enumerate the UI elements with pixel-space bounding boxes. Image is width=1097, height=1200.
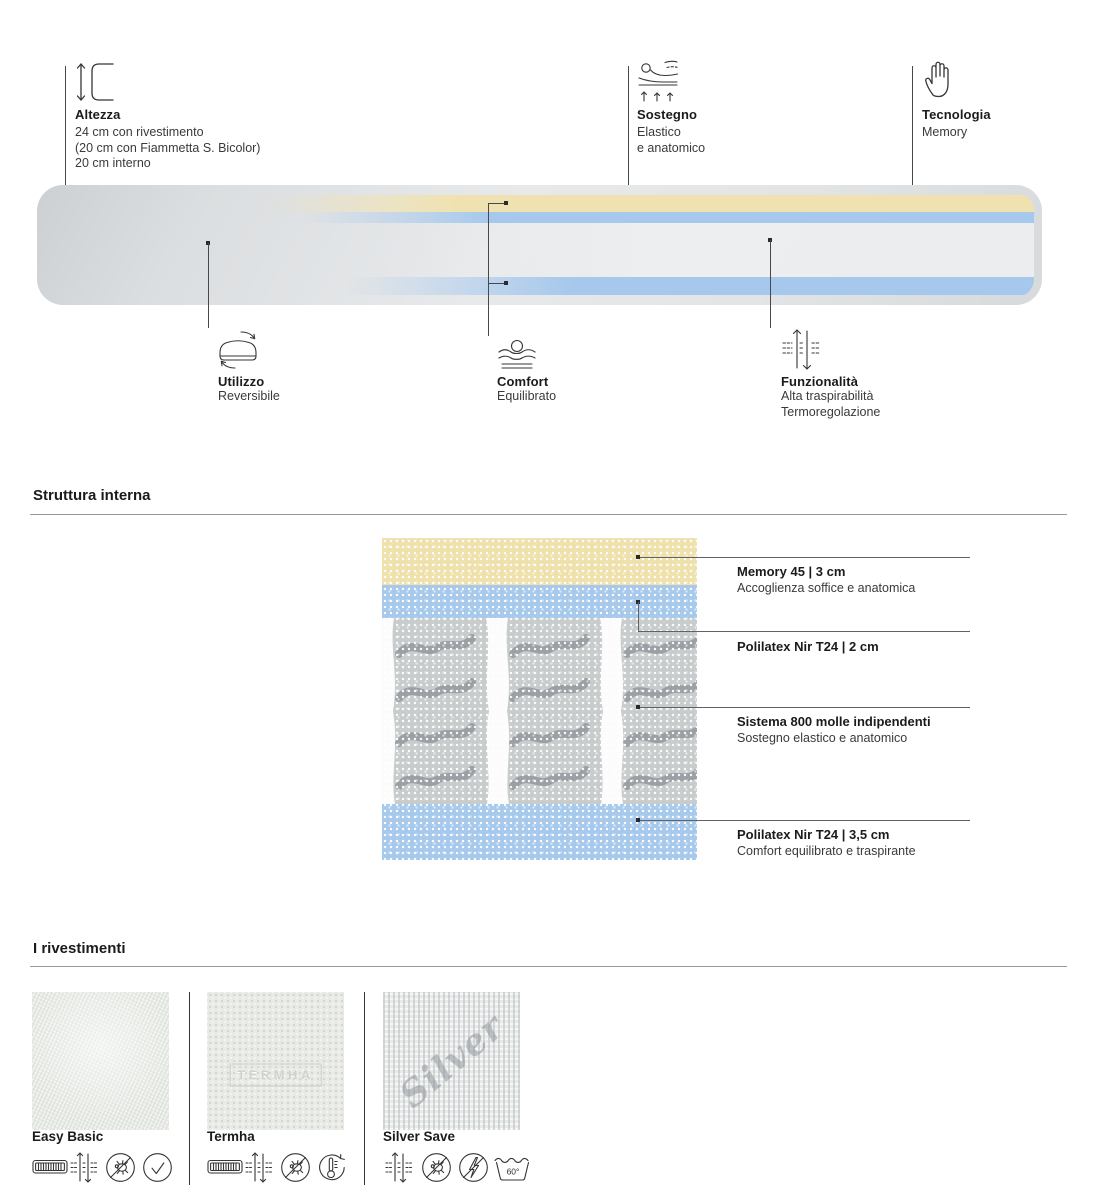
diagram-memory-layer xyxy=(382,538,697,585)
diagram-latex-bottom-layer xyxy=(382,804,697,860)
zipper-icon xyxy=(207,1158,243,1176)
wash-temp-label: 60° xyxy=(506,1166,520,1177)
layer2-leader-elbow xyxy=(638,602,639,632)
wash-60-icon xyxy=(492,1153,534,1183)
zipper-icon xyxy=(32,1158,68,1176)
termha-swatch xyxy=(207,992,344,1130)
latex-bottom-stripe xyxy=(345,277,1034,295)
breathability-icon xyxy=(69,1150,99,1184)
funzionalita-callout-line xyxy=(770,240,771,328)
tecnologia-callout-line xyxy=(912,66,913,202)
layer4-desc: Comfort equilibrato e traspirante xyxy=(737,844,916,858)
thermoregulation-icon xyxy=(316,1152,348,1184)
sostegno-title: Sostegno xyxy=(637,107,698,122)
layer3-name: Sistema 800 molle indipendenti xyxy=(737,714,931,729)
check-icon xyxy=(142,1152,173,1183)
latex-top-stripe xyxy=(303,212,1034,223)
cover-divider-1 xyxy=(189,992,190,1185)
layer1-desc: Accoglienza soffice e anatomica xyxy=(737,581,916,595)
mattress-layers xyxy=(45,193,1034,297)
easy-basic-swatch xyxy=(32,992,169,1130)
anti-static-icon xyxy=(458,1152,489,1183)
layer3-desc: Sostegno elastico e anatomico xyxy=(737,731,908,745)
struttura-divider xyxy=(30,514,1067,515)
body-support-icon xyxy=(637,58,679,104)
diagram-springs-layer xyxy=(382,618,697,804)
comfort-callout-dot-top xyxy=(504,201,508,205)
sostegno-text: Elastico e anatomico xyxy=(637,125,706,155)
termha-name: Termha xyxy=(207,1129,255,1144)
breathability-icon xyxy=(244,1150,274,1184)
silver-save-name: Silver Save xyxy=(383,1129,456,1144)
cover-divider-2 xyxy=(364,992,365,1185)
height-icon xyxy=(75,61,115,103)
utilizzo-title: Utilizzo xyxy=(218,374,265,389)
springs-core-stripe xyxy=(405,223,1034,277)
breathability-large-icon xyxy=(779,326,823,372)
anti-mite-icon xyxy=(421,1152,452,1183)
tecnologia-text: Memory xyxy=(922,125,968,139)
diagram-latex-top-layer xyxy=(382,585,697,618)
silver-watermark: Silver xyxy=(391,1005,512,1117)
utilizzo-text: Reversibile xyxy=(218,389,280,403)
rivestimenti-section-title: I rivestimenti xyxy=(33,940,126,957)
utilizzo-callout-line xyxy=(208,243,209,328)
memory-layer-stripe xyxy=(265,195,1034,212)
comfort-callout-line xyxy=(488,203,489,336)
layer4-leader-line xyxy=(640,820,970,821)
pocket-springs-graphic xyxy=(382,618,697,804)
rivestimenti-divider xyxy=(30,966,1067,967)
layer3-leader-line xyxy=(640,707,970,708)
altezza-title: Altezza xyxy=(75,107,121,122)
easy-basic-name: Easy Basic xyxy=(32,1129,104,1144)
layer4-name: Polilatex Nir T24 | 3,5 cm xyxy=(737,827,890,842)
altezza-text: 24 cm con rivestimento (20 cm con Fiammetta S. Bicolor) 20 cm interno xyxy=(75,125,261,170)
silver-save-swatch xyxy=(383,992,520,1130)
struttura-section-title: Struttura interna xyxy=(33,487,151,504)
comfort-waves-icon xyxy=(497,337,537,370)
funzionalita-text: Alta traspirabilità Termoregolazione xyxy=(781,389,881,419)
funzionalita-title: Funzionalità xyxy=(781,374,859,389)
comfort-title: Comfort xyxy=(497,374,549,389)
breathability-icon xyxy=(384,1150,414,1184)
layer1-leader-line xyxy=(640,557,970,558)
comfort-callout-dot-bottom xyxy=(504,281,508,285)
internal-structure-diagram xyxy=(382,538,697,860)
mattress-illustration xyxy=(37,185,1042,305)
layer1-name: Memory 45 | 3 cm xyxy=(737,564,846,579)
tecnologia-title: Tecnologia xyxy=(922,107,991,122)
reversible-mattress-icon xyxy=(214,326,262,372)
termha-watermark: TERMHA xyxy=(229,1063,322,1086)
hand-icon xyxy=(922,58,960,102)
comfort-text: Equilibrato xyxy=(497,389,557,403)
anti-mite-icon xyxy=(105,1152,136,1183)
layer2-name: Polilatex Nir T24 | 2 cm xyxy=(737,639,879,654)
anti-mite-icon xyxy=(280,1152,311,1183)
layer2-leader-line xyxy=(638,631,970,632)
